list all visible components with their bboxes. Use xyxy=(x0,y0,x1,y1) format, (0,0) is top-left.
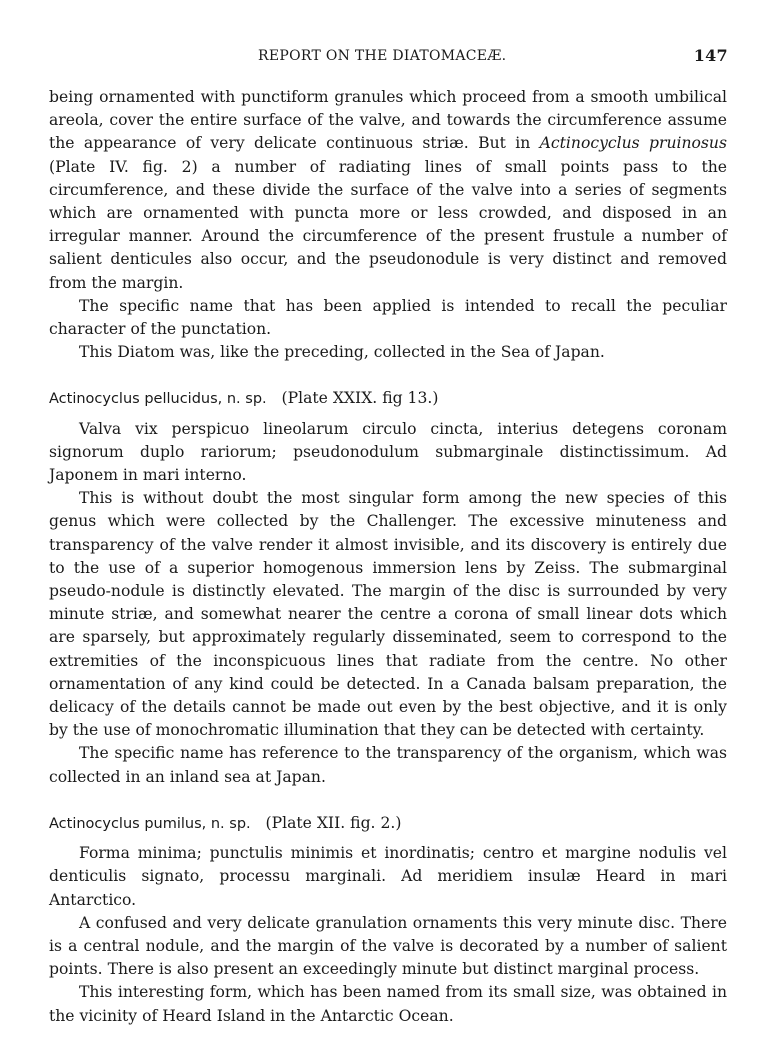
species-heading-pellucidus xyxy=(49,387,727,411)
latin-diagnosis: Valva vix perspicuo lineolarum circulo cincta, interius detegens coronam signorum duplo rariorum; pseudonodulum submarginale distinctissimum. Ad Japonem in mari interno. xyxy=(49,419,727,485)
paragraph: This is without doubt the most singular form among the new species of this genus which were collected by the Challenger. The excessive minuteness and transparency of the valve render it almost invisible, and its discovery is entirely due to the use of a superior homogenous immersion lens by Zeiss. The submarginal pseudo-nodule is distinctly elevated. The margin of the disc is surrounded by very minute striæ, and somewhat nearer the centre a corona of small linear dots which are sparsely, but approximately regularly disseminated, seem to correspond to the extremities of the inconspicuous lines that radiate from the centre. No other ornamentation of any kind could be detected. In a Canada balsam preparation, the delicacy of the details cannot be made out even by the best objective, and it is only by the use of monochromatic illumination that they can be detected with certainty. xyxy=(49,489,727,740)
plate-reference: (Plate XII. fig. 2.) xyxy=(265,813,402,832)
paragraph-continued xyxy=(49,86,727,295)
running-title: REPORT ON THE DIATOMACEÆ. xyxy=(258,48,507,64)
paragraph: A confused and very delicate granulation ornaments this very minute disc. There is a central nodule, and the margin of the valve is decorated by a number of salient points. There is also present an exceedingly minute but distinct marginal process. xyxy=(49,913,727,979)
plate-reference: (Plate XXIX. fig 13.) xyxy=(281,389,439,408)
species-heading-pumilus xyxy=(49,812,727,836)
paragraph: This interesting form, which has been named from its small size, was obtained in the vicinity of Heard Island in the Antarctic Ocean. xyxy=(49,983,727,1025)
paragraph-text: (Plate IV. fig. 2) a number of radiating lines of small points pass to the circumference, and these divide the surface of the valve into a series of segments which are ornamented with puncta more or less crowded, and disposed in an irregular manner. Around the circumference of the present frustule a number of salient denticules also occur, and the pseudonodule is very distinct and removed from the margin. xyxy=(49,157,727,292)
paragraph: This Diatom was, like the preceding, collected in the Sea of Japan. xyxy=(79,343,605,362)
page-header xyxy=(48,44,728,70)
page-number: 147 xyxy=(693,46,728,65)
paragraph-text: being ornamented with punctiform granules which proceed from a smooth umbilical areola, cover the entire surface of the valve, and towards the circumference assume the appearance of very delicate continuous striæ. But in xyxy=(49,88,727,153)
species-name: Actinocyclus pumilus, n. sp. xyxy=(49,815,251,832)
species-name-italic: Actinocyclus pruinosus xyxy=(539,134,727,153)
body-text xyxy=(49,86,727,1028)
paragraph: The specific name has reference to the transparency of the organism, which was collected in an inland sea at Japan. xyxy=(49,744,727,786)
latin-diagnosis: Forma minima; punctulis minimis et inordinatis; centro et margine nodulis vel denticulis signato, processu marginali. Ad meridiem insulæ Heard in mari Antarctico. xyxy=(49,844,727,909)
species-name: Actinocyclus pellucidus, n. sp. xyxy=(49,391,267,408)
paragraph: The specific name that has been applied is intended to recall the peculiar character of the punctation. xyxy=(49,296,727,339)
